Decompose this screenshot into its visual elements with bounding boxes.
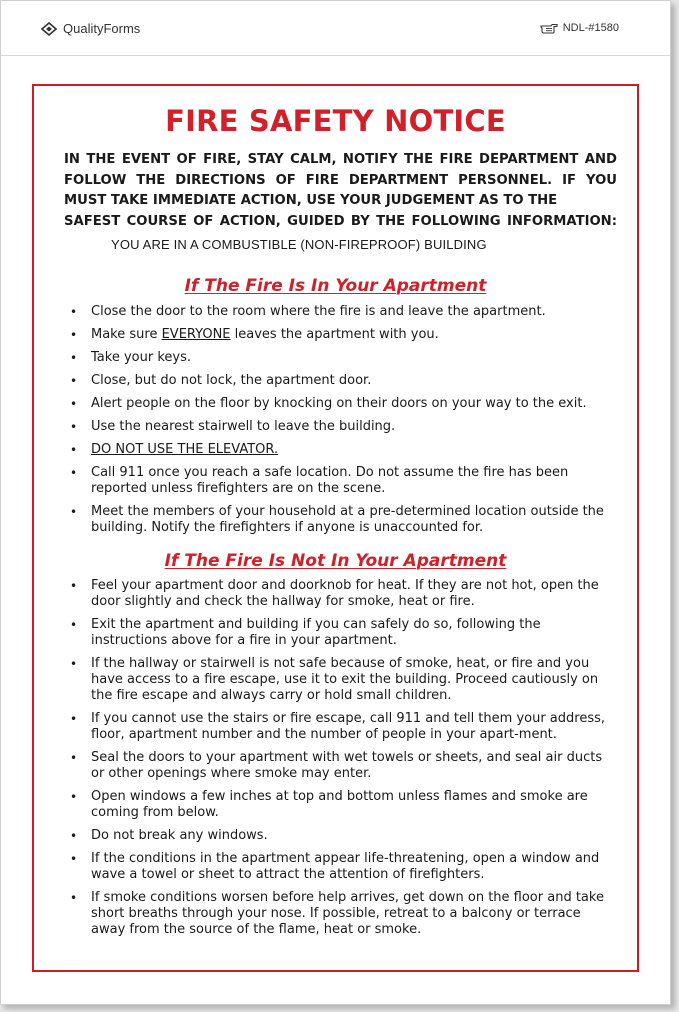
list-item: • Exit the apartment and building if you can safely do so, following the instructions above for a fire in your apartment. [70, 617, 610, 649]
quality-forms-logo-icon [41, 22, 57, 36]
list-item: • Open windows a few inches at top and bottom unless flames and smoke are coming from below. [70, 789, 610, 821]
intro-line: SAFEST COURSE OF ACTION, GUIDED BY THE FOLLOWING INFORMATION: [64, 213, 617, 229]
list-item: • Use the nearest stairwell to leave the building. [70, 419, 610, 435]
intro-line: FOLLOW THE DIRECTIONS OF FIRE DEPARTMENT PERSONNEL. IF YOU [64, 172, 617, 188]
list-item: • Close, but do not lock, the apartment door. [70, 373, 610, 389]
list-item: • If you cannot use the stairs or fire escape, call 911 and tell them your address, floor, apartment number and the number of people in your apart-ment. [70, 711, 610, 743]
list-item: • If smoke conditions worsen before help arrives, get down on the floor and take short breaths through your nose. If possible, retreat to a balcony or terrace away from the source of the flame, heat or smoke. [70, 890, 610, 938]
form-number [540, 22, 619, 34]
list-item: • Alert people on the floor by knocking on their doors on your way to the exit. [70, 396, 610, 412]
section-heading-in-apartment: If The Fire Is In Your Apartment [184, 276, 487, 296]
elevator-warning: DO NOT USE THE ELEVATOR. [91, 442, 279, 457]
list-item: • If the hallway or stairwell is not safe because of smoke, heat, or fire and you have access to a fire escape, use it to exit the building. Proceed cautiously on the fire escape and always carry or hold small children. [70, 656, 610, 704]
section-heading-not-in-apartment: If The Fire Is Not In Your Apartment [164, 551, 507, 571]
intro-line: MUST TAKE IMMEDIATE ACTION, USE YOUR JUDGEMENT AS TO THE [64, 193, 558, 208]
intro-line: IN THE EVENT OF FIRE, STAY CALM, NOTIFY THE FIRE DEPARTMENT AND [64, 152, 617, 167]
list-item [70, 442, 610, 458]
list-item: • Take your keys. [70, 350, 610, 366]
everyone-emphasis: EVERYONE [161, 327, 231, 342]
header-bar [1, 1, 670, 56]
pointing-hand-icon [540, 22, 558, 34]
list-item: • Seal the doors to your apartment with wet towels or sheets, and seal air ducts or other openings where smoke may enter. [70, 750, 610, 782]
brand-name: QualityForms [63, 21, 141, 36]
list-item-text: Make sure [91, 327, 162, 342]
not-in-apartment-list [70, 578, 610, 945]
list-item [70, 327, 610, 343]
intro-paragraph [64, 150, 617, 232]
list-item: • Close the door to the room where the fire is and leave the apartment. [70, 304, 610, 320]
form-number-text: NDL-#1580 [562, 22, 619, 34]
in-apartment-list [70, 304, 610, 543]
brand-logo [41, 21, 146, 36]
building-type-statement: YOU ARE IN A COMBUSTIBLE (NON-FIREPROOF) BUILDING [111, 237, 487, 252]
notice-title: FIRE SAFETY NOTICE [165, 104, 506, 138]
list-item: • Feel your apartment door and doorknob for heat. If they are not hot, open the door slightly and check the hallway for smoke, heat or fire. [70, 578, 610, 610]
list-item-text: leaves the apartment with you. [230, 327, 439, 342]
list-item: • Do not break any windows. [70, 828, 610, 844]
list-item: • Meet the members of your household at a pre-determined location outside the building. Notify the firefighters if anyone is unaccounted for. [70, 504, 610, 536]
list-item: • If the conditions in the apartment appear life-threatening, open a window and wave a towel or sheet to attract the attention of firefighters. [70, 851, 610, 883]
notice-frame [32, 84, 639, 972]
list-item: • Call 911 once you reach a safe location. Do not assume the fire has been reported unless firefighters are on the scene. [70, 465, 610, 497]
